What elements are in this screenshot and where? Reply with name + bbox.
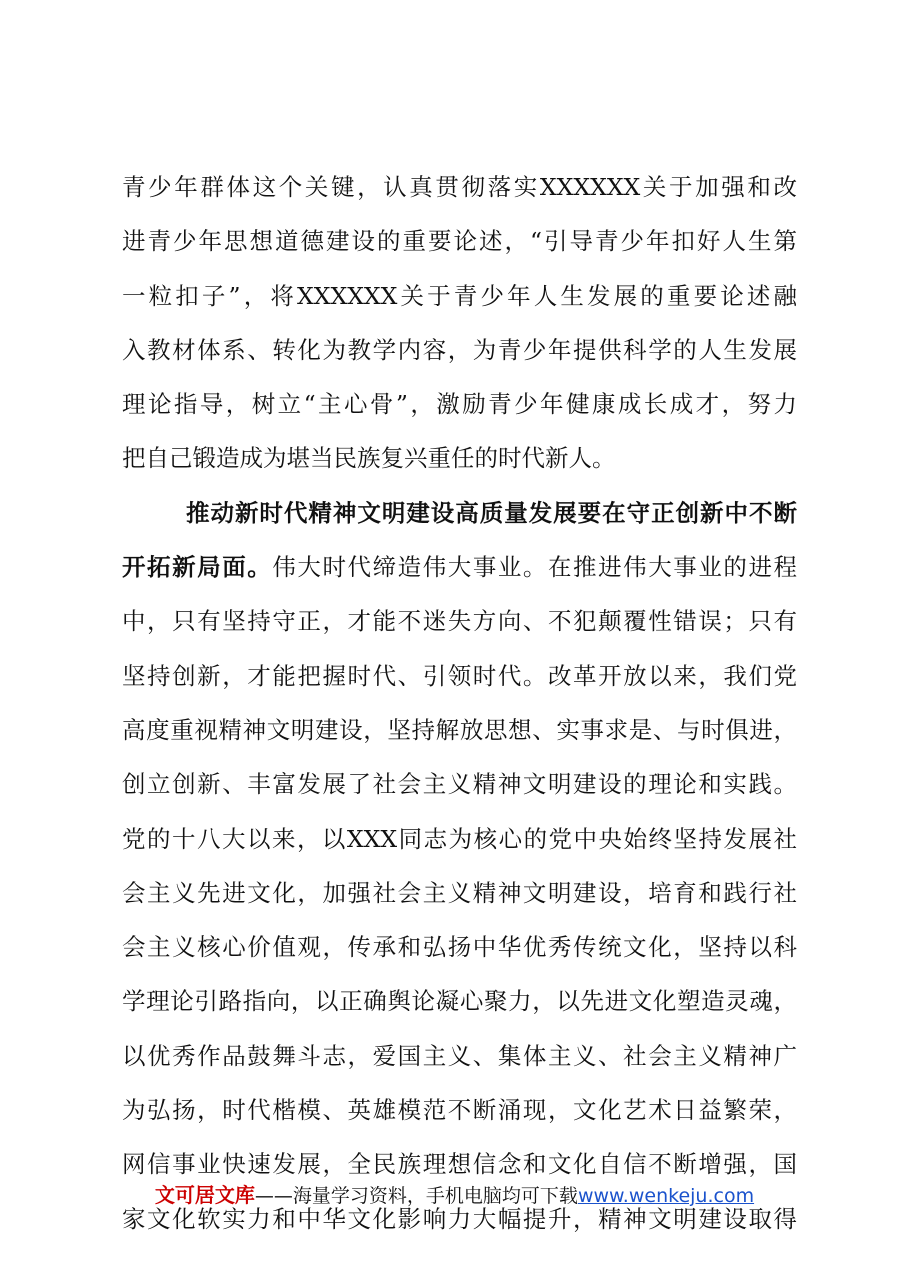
website-link[interactable]: www.wenkeju.com xyxy=(577,1185,755,1207)
brand-name: 文可居文库 xyxy=(154,1183,255,1207)
text-line: 高度重视精神文明建设，坚持解放思想、实事求是、与时俱进， xyxy=(122,715,797,744)
text-line: 青少年群体这个关键，认真贯彻落实XXXXXX关于加强和改 xyxy=(122,173,797,201)
text-line: 理论指导，树立“主心骨”，激励青少年健康成长成才，努力 xyxy=(122,390,797,419)
paragraph-start: 伟大时代缔造伟大事业。在推进伟大事业的进程 xyxy=(272,553,798,582)
text-line: 网信事业快速发展，全民族理想信念和文化自信不断增强，国 xyxy=(122,1150,797,1179)
text-line: 创立创新、丰富发展了社会主义精神文明建设的理论和实践。 xyxy=(122,770,797,799)
text-line: 会主义核心价值观，传承和弘扬中华优秀传统文化，坚持以科 xyxy=(122,933,797,962)
text-line: 学理论引路指向，以正确舆论凝心聚力，以先进文化塑造灵魂， xyxy=(122,987,797,1016)
text-line: 入教材体系、转化为教学内容，为青少年提供科学的人生发展 xyxy=(122,335,797,364)
footer-tagline: ——海量学习资料，手机电脑均可下载 xyxy=(254,1185,578,1207)
text-line: 中，只有坚持守正，才能不迷失方向、不犯颠覆性错误；只有 xyxy=(122,607,797,636)
footer-banner xyxy=(0,1180,909,1211)
section-heading-line-2 xyxy=(122,540,797,594)
document-body xyxy=(122,160,797,1246)
section-heading: 推动新时代精神文明建设高质量发展要在守正创新中不断 xyxy=(186,498,797,527)
text-line: 会主义先进文化，加强社会主义精神文明建设，培育和践行社 xyxy=(122,878,797,907)
text-line: 把自己锻造成为堪当民族复兴重任的时代新人。 xyxy=(122,444,616,473)
section-heading-end: 开拓新局面。 xyxy=(122,553,273,582)
text-line: 一粒扣子”，将XXXXXX关于青少年人生发展的重要论述融 xyxy=(122,281,797,310)
text-line: 坚持创新，才能把握时代、引领时代。改革开放以来，我们党 xyxy=(122,661,797,690)
text-line: 为弘扬，时代楷模、英雄模范不断涌现，文化艺术日益繁荣， xyxy=(122,1096,797,1125)
text-line: 党的十八大以来，以XXX同志为核心的党中央始终坚持发展社 xyxy=(122,824,797,853)
text-line: 以优秀作品鼓舞斗志，爱国主义、集体主义、社会主义精神广 xyxy=(122,1041,797,1070)
text-line: 进青少年思想道德建设的重要论述，“引导青少年扣好人生第 xyxy=(122,227,797,256)
text-line: 家文化软实力和中华文化影响力大幅提升，精神文明建设取得 xyxy=(122,1204,797,1233)
